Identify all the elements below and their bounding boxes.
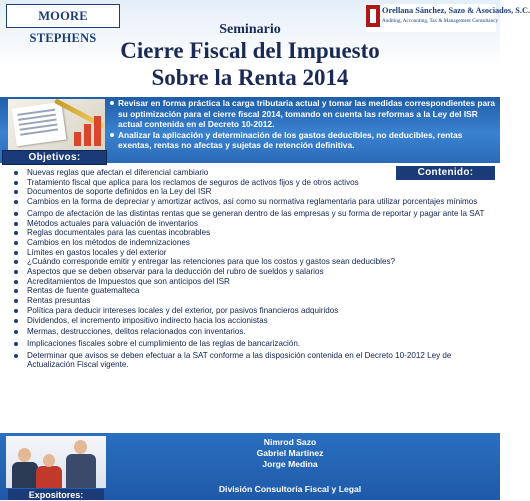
speaker-name: Nimrod Sazo <box>263 437 317 447</box>
person-head-icon <box>43 454 55 467</box>
list-item: Nuevas reglas que afectan el diferencial cambiario <box>14 168 397 178</box>
speakers-label: Expositores: <box>8 489 104 500</box>
documents-photo <box>8 99 105 150</box>
objective-item: Revisar en forma práctica la carga tributaria actual y tomar las medidas correspondientes para su optimización para el cierre fiscal 2014, tomando en cuenta las reformas a la Ley del ISR actual contenida en el Decreto 10-2012. <box>110 98 496 130</box>
chart-bar-icon <box>74 132 81 146</box>
list-item: Política para deducir intereses locales y del exterior, por pasivos financieros adquiridos <box>14 306 494 316</box>
chart-bar-icon <box>94 116 101 146</box>
paper-sheet-icon <box>12 102 67 147</box>
speakers-list <box>140 437 440 470</box>
contents-list <box>14 168 494 370</box>
moore-stephens-logo: MOORE STEPHENS <box>6 4 120 28</box>
person-icon <box>66 454 96 488</box>
objectives-label: Objetivos: <box>2 150 107 165</box>
seminar-title <box>0 37 500 91</box>
contents-label: Contenido: <box>396 166 495 180</box>
list-item: Aspectos que se deben observar para la deducción del rubro de sueldos y salarios <box>14 267 494 277</box>
list-item: Tratamiento fiscal que aplica para los reclamos de seguros de activos fijos y de otros activos <box>14 178 397 188</box>
person-head-icon <box>74 440 87 454</box>
objectives-list <box>110 98 496 151</box>
list-item: Acreditamientos de Impuestos que son anticipos del ISR <box>14 277 494 287</box>
speaker-name: Jorge Medina <box>262 459 318 469</box>
firm-tagline: Auditing, Accounting, Tax & Management Consultancy <box>382 18 499 24</box>
list-item: Reglas documentales para las cuentas incobrables <box>14 228 494 238</box>
chart-bar-icon <box>84 124 91 146</box>
title-line-2: Sobre la Renta 2014 <box>151 65 349 90</box>
person-icon <box>12 462 38 488</box>
list-item: Implicaciones fiscales sobre el cumplimiento de las reglas de bancarización. <box>14 339 494 349</box>
list-item: Documentos de soporte definidos en la Ley del ISR <box>14 187 494 197</box>
person-head-icon <box>18 448 31 462</box>
list-item: Determinar que avisos se deben efectuar a la SAT conforme a las disposición contenida en el Decreto 10-2012 Ley de Actualización Fiscal vigente. <box>14 351 494 370</box>
division-name: División Consultoría Fiscal y Legal <box>218 484 362 494</box>
list-item: Dividendos, el incremento impositivo indirecto hacia los accionistas <box>14 316 494 326</box>
firm-name: Orellana Sánchez, Sazo & Asociados, S.C. <box>382 6 530 15</box>
list-item: Rentas de fuente guatemalteca <box>14 286 494 296</box>
objective-item: Analizar la aplicación y determinación de los gastos deducibles, no deducibles, rentas exentas, rentas no afectas y sujetas de retención definitiva. <box>110 130 496 151</box>
list-item: Límites en gastos locales y del exterior <box>14 248 494 258</box>
list-item: Métodos actuales para valuación de inventarios <box>14 219 494 229</box>
business-people-photo <box>6 436 106 488</box>
list-item: Cambios en la forma de depreciar y amortizar activos, así como su normativa reglamentaria para utilizar porcentajes mínimos <box>14 197 494 207</box>
list-item: Campo de afectación de las distintas rentas que se generan dentro de las empresas y su forma de reportar y pagar ante la SAT <box>14 209 494 219</box>
list-item: Rentas presuntas <box>14 296 494 306</box>
list-item: Mermas, destrucciones, delitos relacionados con inventarios. <box>14 327 494 337</box>
speaker-name: Gabriel Martínez <box>256 448 324 458</box>
list-item: ¿Cuándo corresponde emitir y entregar las retenciones para que los costos y gastos sean deducibles? <box>14 257 494 267</box>
title-line-1: Cierre Fiscal del Impuesto <box>120 38 380 63</box>
person-icon <box>36 466 62 488</box>
list-item: Cambios en los métodos de indemnizaciones <box>14 238 494 248</box>
seminar-subtitle: Seminario <box>219 22 281 37</box>
